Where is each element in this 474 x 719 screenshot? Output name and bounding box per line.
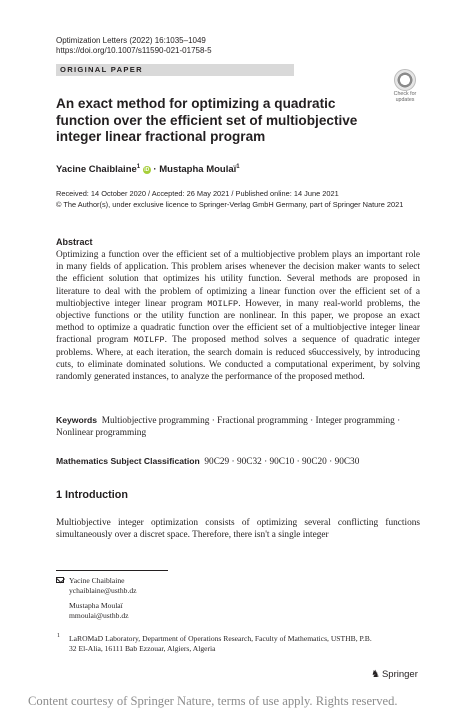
introduction-heading: 1 Introduction [56,489,128,501]
introduction-text: Multiobjective integer optimization consists of optimizing several conflicting functions simultaneously over a discret space. Therefore, there isn't a single integer [56,518,420,541]
journal-citation: Optimization Letters (2022) 16:1035–1049 [56,36,206,45]
doi-link[interactable]: https://doi.org/10.1007/s11590-021-01758-5 [56,46,212,55]
affiliation-line: LaROMaD Laboratory, Department of Operations Research, Faculty of Mathematics, USTHB, P.B. [69,634,372,643]
abstract-part: Optimizing a function over the efficient set of a multiobjective problem plays an important role in many fields of application. This problem arises whenever the decision maker wants to select the efficient solution that optimizes his utility function. Several methods are proposed in literature to deal with the problem of optimizing a linear function over the efficient set of a multiobjective integer linear program [56,250,420,309]
affiliation [69,634,372,654]
contact-name: Yacine Chaiblaine [69,576,125,585]
abstract-heading: Abstract [56,237,93,247]
contact-email[interactable]: mmoulai@usthb.dz [69,611,129,620]
springer-horse-icon: ♞ [371,669,380,680]
abstract-code: MOILFP [207,298,239,309]
affiliation-number: 1 [57,633,60,639]
msc-classification [56,455,359,468]
abstract-text [56,249,420,383]
contact-name: Mustapha Moulaï [69,601,123,610]
footnote-rule [56,570,168,571]
author-list [56,161,240,176]
crossmark-icon [394,69,416,91]
contact-block [69,576,137,621]
keywords [56,414,420,439]
author-name[interactable]: Mustapha Moulaï [159,164,237,176]
badge-line-2: updates [395,97,415,103]
author-affiliation-mark: 1 [236,164,240,170]
publisher-name: Springer [381,669,418,680]
abstract-part: . The proposed method solves a sequence of quadratic integer problems. Where, at each iteration, the search domain is reduced s6uccessively, by introducing cuts, to eliminate dominated solutions. We conducted a computational experiment, by solving randomly generated instances, to analyze the performance of the proposed method. [56,335,421,383]
courtesy-notice: Content courtesy of Springer Nature, terms of use apply. Rights reserved. [28,694,398,708]
copyright-line: © The Author(s), under exclusive licence to Springer-Verlag GmbH Germany, part of Springer Nature 2021 [56,199,404,209]
section-label: ORIGINAL PAPER [60,65,143,74]
abstract-code: MOILFP [133,335,165,346]
affiliation-line: 32 El-Alia, 16111 Bab Ezzouar, Algiers, Algeria [69,644,216,653]
contact-email[interactable]: ychaiblaine@usthb.dz [69,586,137,595]
publisher-logo [371,669,418,681]
abstract-part: . However, in many real-world problems, the objective functions or the utility function are nonlinear. In this paper, we propose an exact method to optimize a quadratic function over the efficient set of a multiobjective integer linear fractional program [56,298,420,346]
msc-codes: 90C29 · 90C32 · 90C10 · 90C20 · 90C30 [204,457,360,467]
badge-line-1: Check for [393,91,417,97]
envelope-icon [56,577,64,583]
keywords-text: Multiobjective programming · Fractional programming · Integer programming · Nonlinear programming [56,416,401,439]
msc-heading: Mathematics Subject Classification [56,456,200,466]
keywords-heading: Keywords [56,415,98,425]
author-separator: · [153,164,157,176]
author-name[interactable]: Yacine Chaiblaine [56,164,137,176]
publication-dates [56,189,403,210]
dates-line: Received: 14 October 2020 / Accepted: 26 May 2021 / Published online: 14 June 2021 [56,189,339,198]
orcid-icon[interactable]: iD [144,167,150,174]
check-for-updates-badge[interactable] [389,69,421,109]
paper-title: An exact method for optimizing a quadratic function over the efficient set of multiobjective integer linear fractional program [56,96,358,144]
author-affiliation-mark: 1 [136,164,141,170]
